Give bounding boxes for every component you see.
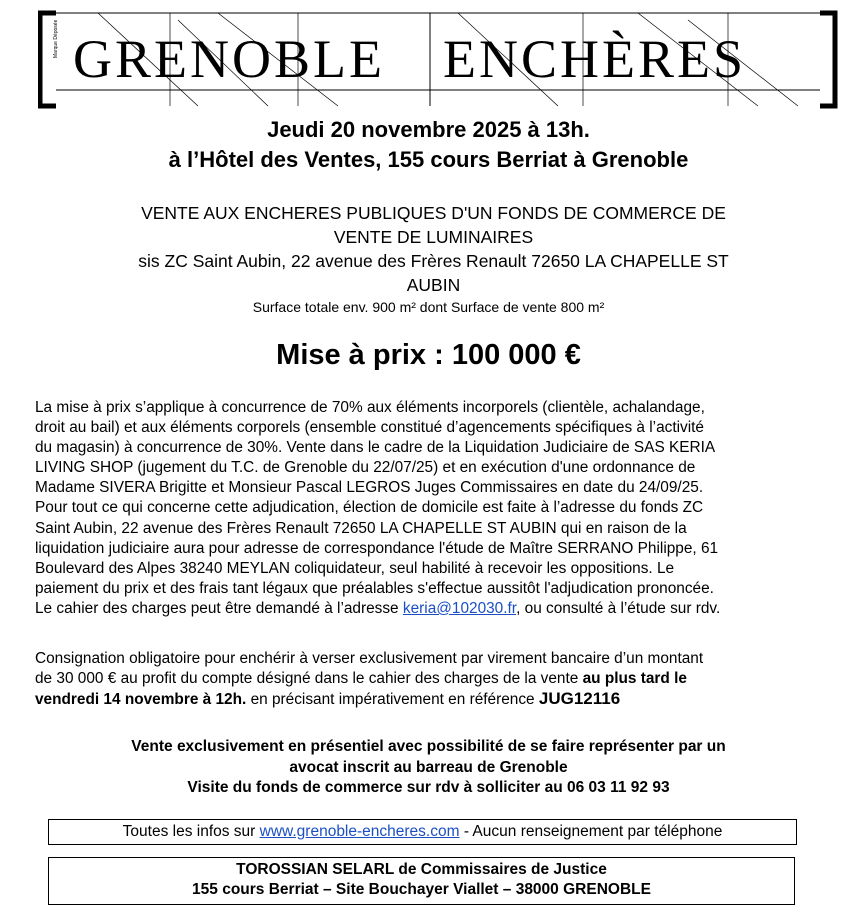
reference-code: JUG12116 [538,689,621,709]
deadline-text: au plus tard le [582,670,687,688]
paragraph-line: LIVING SHOP (jugement du T.C. de Grenoble du 22/07/25) et en exécution d'une ordonnance de [35,459,696,477]
info-box [48,819,797,845]
text: - Aucun renseignement par téléphone [459,823,723,840]
paragraph-line: du magasin) à concurrence de 30%. Vente dans le cadre de la Liquidation Judiciaire de SAS KERIA [35,439,716,457]
text: , ou consulté à l’étude sur rdv. [516,599,721,617]
sale-title [60,201,807,297]
paragraph-line: Madame SIVERA Brigitte et Monsieur Pascal LEGROS Juges Commissaires en date du 24/09/25. [35,479,704,497]
notice-line3: Visite du fonds de commerce sur rdv à solliciter au 06 03 11 92 93 [187,779,670,796]
text: Le cahier des charges peut être demandé à l’adresse [35,599,403,617]
sale-address-line1: sis ZC Saint Aubin, 22 avenue des Frères Renault 72650 LA CHAPELLE ST [138,251,729,271]
paragraph-line [35,689,857,710]
text: en précisant impérativement en référence [246,691,539,709]
conditions-paragraph [35,398,857,619]
auctioneer-box [48,857,795,905]
website-link[interactable]: www.grenoble-encheres.com [259,823,460,840]
paragraph-line-last [35,599,857,619]
paragraph-line: Boulevard des Alpes 38240 MEYLAN coliquidateur, seul habilité à recevoir les oppositions. Le [35,559,675,577]
deposit-paragraph [35,649,857,710]
starting-price: Mise à prix : 100 000 € [276,339,581,371]
notice-line1: Vente exclusivement en présentiel avec possibilité de se faire représenter par un [131,738,726,755]
logo [38,10,838,110]
paragraph-line: liquidation judiciaire aura pour adresse de correspondance l'étude de Maître SERRANO Philippe, 61 [35,539,719,557]
sale-address-line2: AUBIN [406,275,461,295]
auctioneer-name-line [49,860,794,880]
company-name: TOROSSIAN SELARL [236,861,395,878]
notice-line2: avocat inscrit au barreau de Grenoble [289,758,568,776]
paragraph-line: La mise à prix s’applique à concurrence de 70% aux éléments incorporels (clientèle, achalandage, [35,399,705,416]
sale-location: à l’Hôtel des Ventes, 155 cours Berriat à Grenoble [168,147,689,172]
sale-title-line2: VENTE DE LUMINAIRES [333,227,534,247]
paragraph-line: Consignation obligatoire pour enchérir à verser exclusivement par virement bancaire d’un montant [35,650,704,667]
paragraph-line: Pour tout ce qui concerne cette adjudication, élection de domicile est faite à l’adresse du fonds ZC [35,499,704,517]
attendance-notice [0,737,857,799]
sale-title-line1: VENTE AUX ENCHERES PUBLIQUES D'UN FONDS DE COMMERCE DE [141,203,726,223]
logo-word-encheres: ENCHÈRES [443,29,747,89]
sale-date: Jeudi 20 novembre 2025 à 13h. [267,117,590,142]
sale-surface: Surface totale env. 900 m² dont Surface de vente 800 m² [252,299,605,315]
deadline-date: vendredi 14 novembre à 12h. [35,691,247,709]
text: de 30 000 € au profit du compte désigné dans le cahier des charges de la vente [35,670,583,688]
paragraph-line [35,669,857,689]
logo-trademark-text: Marque Déposée [53,19,59,58]
text: Toutes les infos sur [122,823,260,840]
logo-word-grenoble: GRENOBLE [73,29,385,89]
auctioneer-address: 155 cours Berriat – Site Bouchayer Viallet – 38000 GRENOBLE [192,881,651,898]
email-link[interactable]: keria@102030.fr [402,599,517,617]
paragraph-line: droit au bail) et aux éléments corporels (ensemble constitué d’agencements spécifiques à l’activité [35,419,704,437]
company-suffix: de Commissaires de Justice [394,861,607,878]
paragraph-line: Saint Aubin, 22 avenue des Frères Renault 72650 LA CHAPELLE ST AUBIN qui en raison de la [35,519,687,537]
paragraph-line: paiement du prix et des frais tant légaux que préalables s'effectue aussitôt l'adjudication prononcée. [35,579,714,597]
